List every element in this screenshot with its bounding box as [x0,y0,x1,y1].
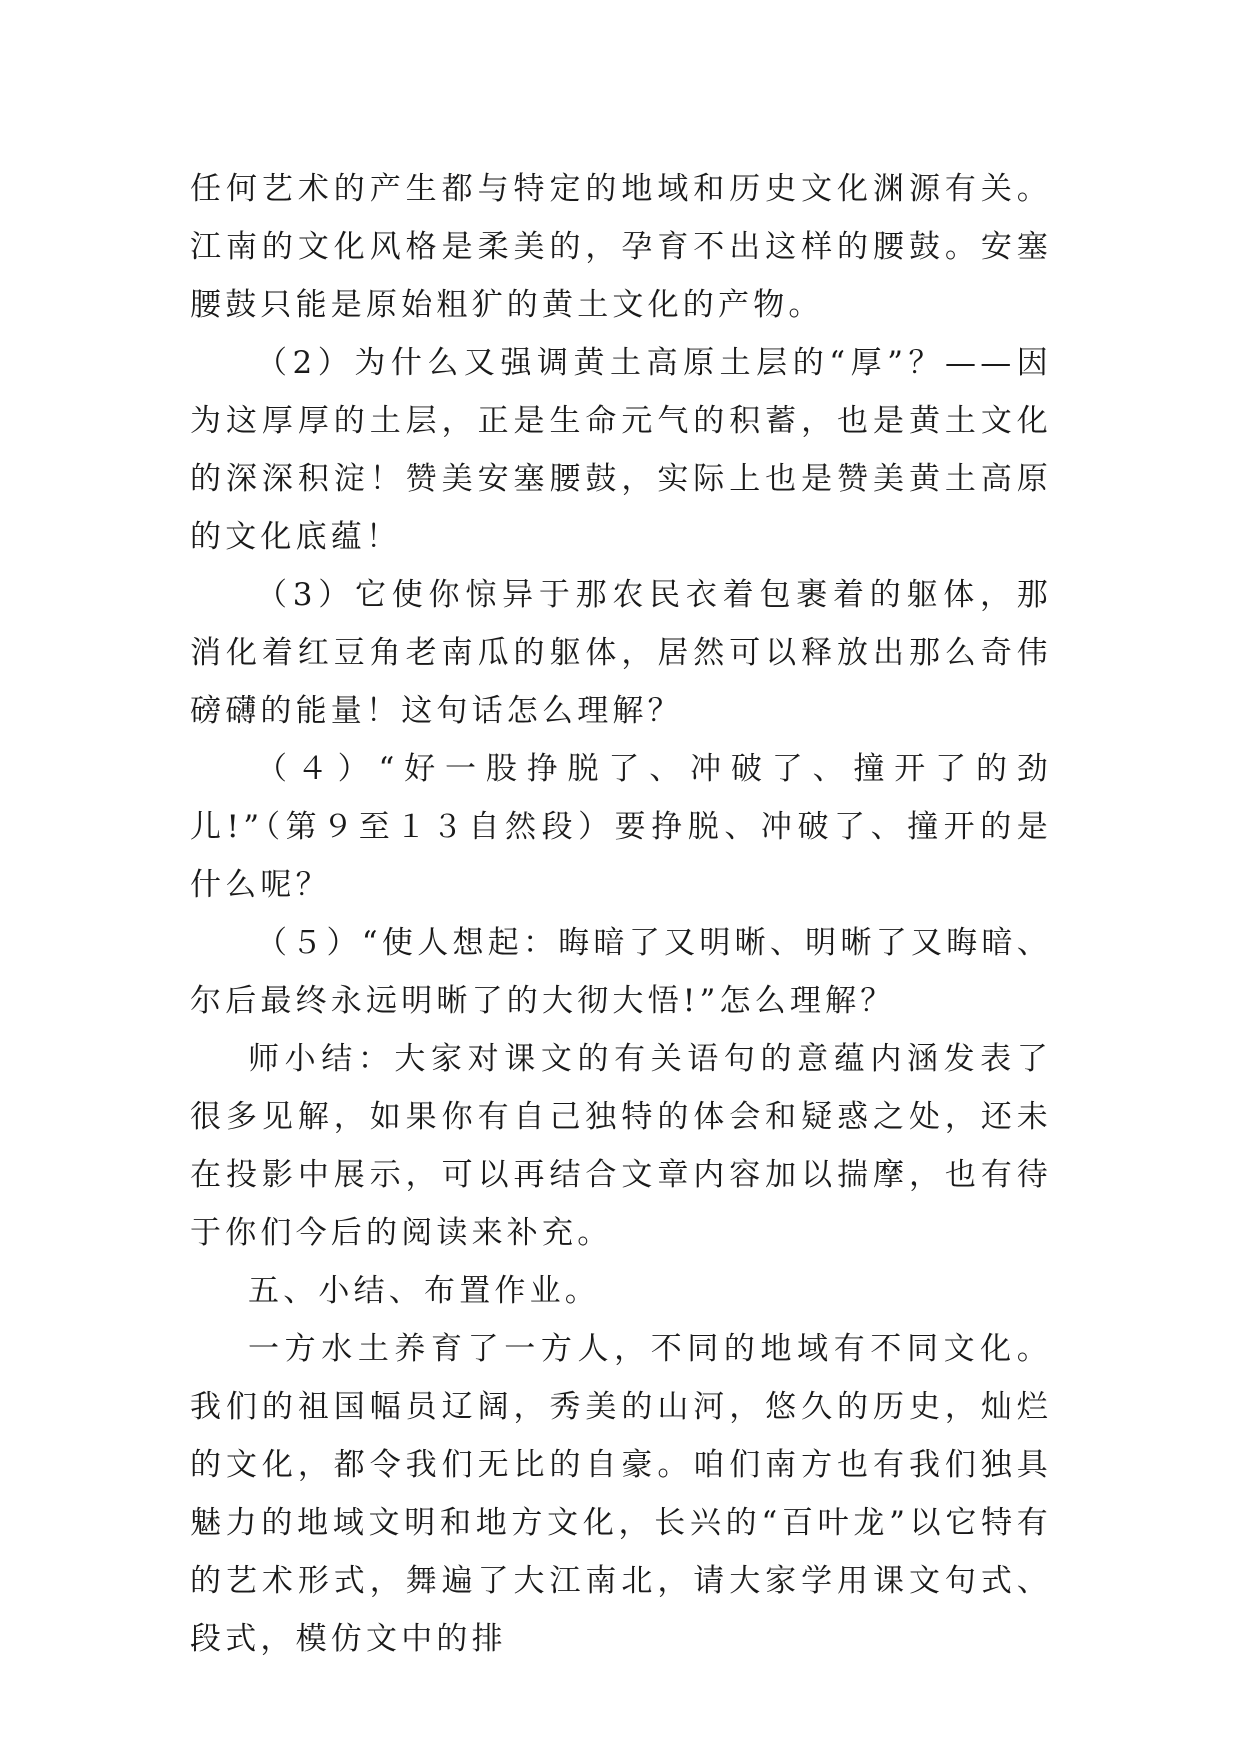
paragraph-3: （3）它使你惊异于那农民衣着包裹着的躯体，那消化着红豆角老南瓜的躯体，居然可以释放出那么奇伟磅礴的能量！这句话怎么理解？ [190,577,1052,729]
paragraph-2: （2）为什么又强调黄土高原土层的“厚”？——因为这厚厚的土层，正是生命元气的积蓄，也是黄土文化的深深积淀！赞美安塞腰鼓，实际上也是赞美黄土高原的文化底蕴！ [190,345,1052,555]
body-text [190,160,1052,1668]
paragraph-8: 一方水土养育了一方人，不同的地域有不同文化。我们的祖国幅员辽阔，秀美的山河，悠久的历史，灿烂的文化，都令我们无比的自豪。咱们南方也有我们独具魅力的地域文明和地方文化，长兴的“百叶龙”以它特有的艺术形式，舞遍了大江南北，请大家学用课文句式、段式，模仿文中的排 [190,1331,1052,1657]
paragraph-4: （４）“好一股挣脱了、冲破了、撞开了的劲儿!”（第９至１３自然段）要挣脱、冲破了、撞开的是什么呢？ [190,751,1052,903]
paragraph-1: 任何艺术的产生都与特定的地域和历史文化渊源有关。江南的文化风格是柔美的，孕育不出这样的腰鼓。安塞腰鼓只能是原始粗犷的黄土文化的产物。 [190,171,1052,323]
paragraph-teacher-summary: 师小结：大家对课文的有关语句的意蕴内涵发表了很多见解，如果你有自己独特的体会和疑惑之处，还未在投影中展示，可以再结合文章内容加以揣摩，也有待于你们今后的阅读来补充。 [190,1041,1052,1251]
section-heading-five: 五、小结、布置作业。 [248,1273,600,1309]
paragraph-5: （５）“使人想起：晦暗了又明晰、明晰了又晦暗、尔后最终永远明晰了的大彻大悟!”怎么理解？ [190,925,1052,1019]
